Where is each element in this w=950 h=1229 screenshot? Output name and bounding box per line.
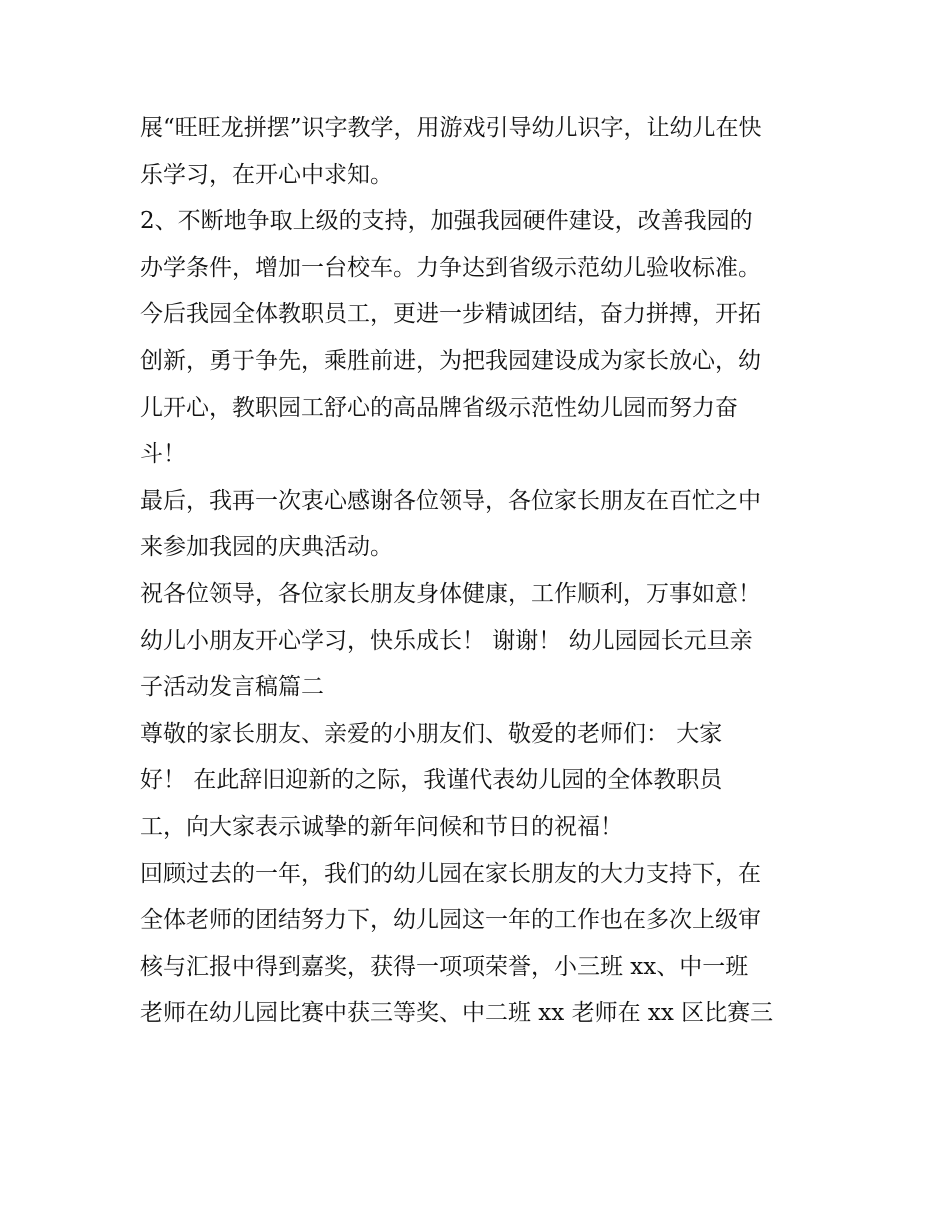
text-line: 核与汇报中得到嘉奖，获得一项项荣誉，小三班 xx、中一班	[140, 953, 749, 980]
text-line: 全体老师的团结努力下，幼儿园这一年的工作也在多次上级审	[140, 907, 761, 934]
text-line: 乐学习，在开心中求知。	[140, 161, 393, 188]
text-line: 尊敬的家长朋友、亲爱的小朋友们、敬爱的老师们： 大家	[140, 720, 723, 747]
text-line: 来参加我园的庆典活动。	[140, 534, 393, 561]
document-body	[140, 105, 830, 1037]
text-line: 老师在幼儿园比赛中获三等奖、中二班 xx 老师在 xx 区比赛三	[140, 1000, 774, 1027]
text-line: 幼儿小朋友开心学习，快乐成长！ 谢谢！ 幼儿园园长元旦亲	[140, 627, 753, 654]
text-line: 儿开心，教职园工舒心的高品牌省级示范性幼儿园而努力奋	[140, 394, 738, 421]
text-line: 祝各位领导，各位家长朋友身体健康，工作顺利，万事如意！	[140, 580, 761, 607]
text-line: 创新，勇于争先，乘胜前进，为把我园建设成为家长放心，幼	[140, 347, 761, 374]
text-line: 工，向大家表示诚挚的新年问候和节日的祝福！	[140, 813, 623, 840]
text-line: 最后，我再一次衷心感谢各位领导，各位家长朋友在百忙之中	[140, 487, 761, 514]
text-line: 子活动发言稿篇二	[140, 674, 324, 701]
text-line: 办学条件，增加一台校车。力争达到省级示范幼儿验收标准。	[140, 254, 761, 281]
text-line: 展“旺旺龙拼摆”识字教学，用游戏引导幼儿识字，让幼儿在快	[140, 115, 762, 141]
text-line: 今后我园全体教职员工，更进一步精诚团结，奋力拼搏，开拓	[140, 301, 761, 328]
text-line: 斗！	[140, 441, 186, 468]
text-line: 回顾过去的一年，我们的幼儿园在家长朋友的大力支持下，在	[140, 860, 761, 887]
text-line: 好！ 在此辞旧迎新的之际，我谨代表幼儿园的全体教职员	[140, 767, 723, 794]
text-line: 2、不断地争取上级的支持，加强我园硬件建设，改善我园的	[140, 208, 753, 235]
